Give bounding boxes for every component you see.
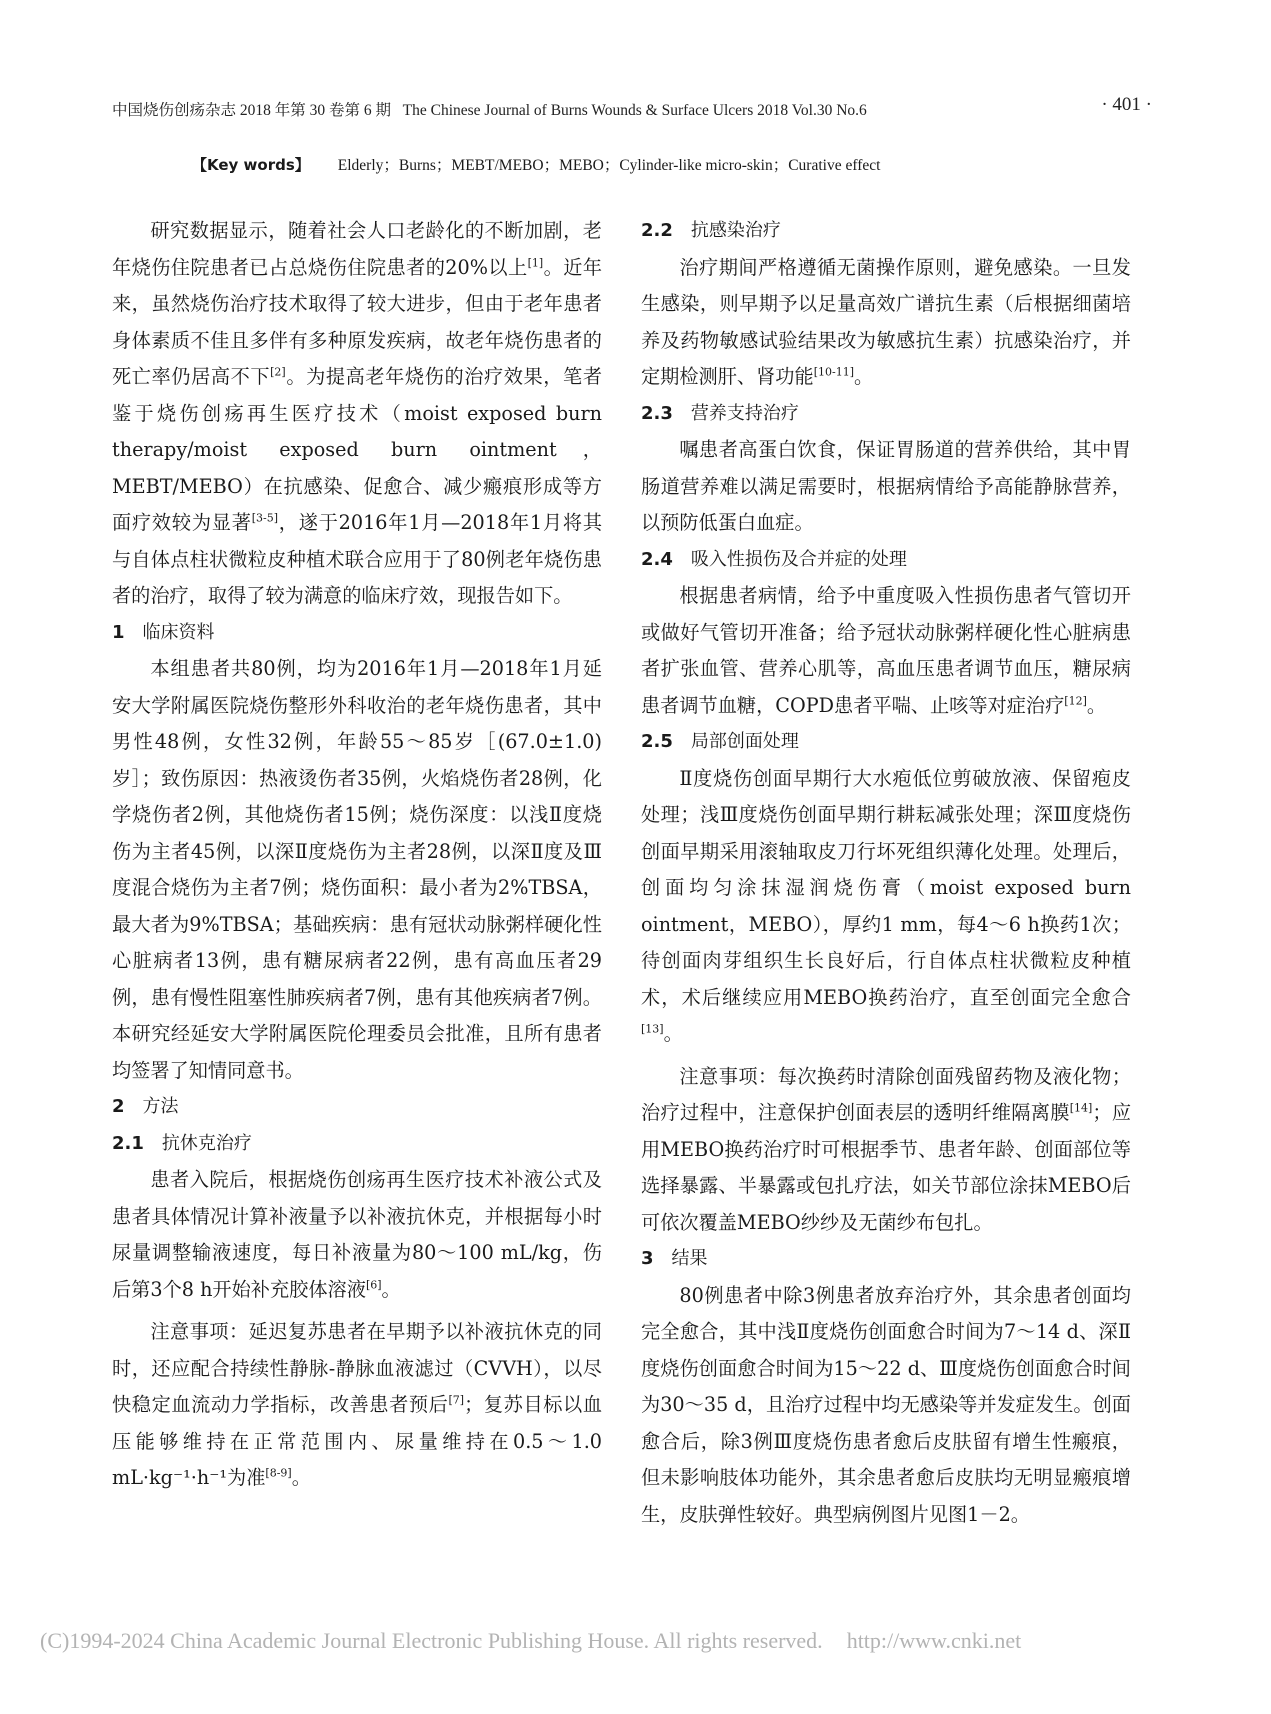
- citation-ref: [6]: [365, 1278, 382, 1292]
- body-text: 。: [663, 1022, 683, 1045]
- body-text: 。: [853, 365, 874, 388]
- cnki-url-link[interactable]: http://www.cnki.net: [846, 1628, 1022, 1653]
- section-title: 吸入性损伤及合并症的处理: [690, 548, 907, 570]
- keywords-text: Elderly；Burns；MEBT/MEBO；MEBO；Cylinder-like micro-skin；Curative effect: [337, 157, 881, 174]
- wound-care-paragraph: [641, 761, 1131, 1053]
- section-heading-2-1: [112, 1126, 602, 1163]
- section-heading-2-2: [641, 213, 1131, 250]
- journal-title-cn: 中国烧伤创疡杂志 2018 年第 30 卷第 6 期: [112, 102, 392, 119]
- body-text: 根据患者病情，给予中重度吸入性损伤患者气管切开或做好气管切开准备；给予冠状动脉粥样硬化性心脏病患者扩张血管、营养心肌等，高血压患者调节血压，糖尿病患者调节血糖，COPD患者平喘、止咳等对症治疗: [641, 584, 1131, 717]
- results-paragraph: 80例患者中除3例患者放弃治疗外，其余患者创面均完全愈合，其中浅Ⅱ度烧伤创面愈合时间为7～14 d、深Ⅱ度烧伤创面愈合时间为15～22 d、Ⅲ度烧伤创面愈合时间为30～35 d，且治疗过程中均无感染等并发症发生。创面愈合后，除3例Ⅲ度烧伤患者愈后皮肤留有增生性瘢痕，但未影响肢体功能外，其余患者愈后皮肤均无明显瘢痕增生，皮肤弹性较好。典型病例图片见图1－2。: [641, 1283, 1131, 1526]
- citation-ref: [2]: [270, 365, 286, 379]
- section-title: 营养支持治疗: [690, 402, 799, 424]
- left-column: [112, 213, 602, 1497]
- journal-title-en: The Chinese Journal of Burns Wounds & Surface Ulcers 2018 Vol.30 No.6: [402, 102, 867, 119]
- section-title: 抗休克治疗: [161, 1132, 252, 1154]
- citation-ref: [12]: [1064, 694, 1087, 708]
- section-number: 3: [641, 1248, 654, 1269]
- right-column: [641, 213, 1131, 1533]
- keywords-line: [192, 153, 1152, 175]
- body-text: ；复苏目标以血压能够维持在正常范围内、尿量维持在0.5～1.0 mL·kg⁻¹·h⁻¹为准: [112, 1393, 603, 1489]
- citation-ref: [14]: [1069, 1101, 1093, 1115]
- section-number: 2.5: [641, 731, 673, 752]
- inhalation-injury-paragraph: [641, 578, 1131, 724]
- clinical-data-paragraph: 本组患者共80例，均为2016年1月—2018年1月延安大学附属医院烧伤整形外科收治的老年烧伤患者，其中男性48例，女性32例，年龄55～85岁［(67.0±1.0)岁］；致伤原因：热液烫伤者35例，火焰烧伤者28例，化学烧伤者2例，其他烧伤者15例；烧伤深度：以浅Ⅱ度烧伤为主者45例，以深Ⅱ度烧伤为主者28例，以深Ⅱ度及Ⅲ度混合烧伤为主者7例；烧伤面积：最小者为2%TBSA，最大者为9%TBSA；基础疾病：患有冠状动脉粥样硬化性心脏病者13例，患有糖尿病者22例，患有高血压者29例，患有慢性阻塞性肺疾病者7例，患有其他疾病者7例。本研究经延安大学附属医院伦理委员会批准，且所有患者均签署了知情同意书。: [112, 657, 602, 1082]
- intro-text-4: ，遂于2016年1月—2018年1月将其与自体点柱状微粒皮种植术联合应用于了80例老年烧伤患者的治疗，取得了较为满意的临床疗效，现报告如下。: [112, 511, 603, 607]
- intro-text-3: 。为提高老年烧伤的治疗效果，笔者鉴于烧伤创疡再生医疗技术（moist exposed burn therapy/moist exposed burn ointment，MEBT/MEBO）在抗感染、促愈合、减少瘢痕形成等方面疗效较为显著: [112, 365, 603, 534]
- wound-care-notes-paragraph: [641, 1059, 1131, 1242]
- citation-ref: [8-9]: [265, 1466, 292, 1480]
- body-text: 患者入院后，根据烧伤创疡再生医疗技术补液公式及患者具体情况计算补液量予以补液抗休克，并根据每小时尿量调整输液速度，每日补液量为80～100 mL/kg，伤后第3个8 h开始补充胶体溶液: [112, 1168, 602, 1301]
- page-number: · 401 ·: [1101, 94, 1152, 115]
- intro-paragraph: [112, 213, 602, 615]
- body-text: 治疗期间严格遵循无菌操作原则，避免感染。一旦发生感染，则早期予以足量高效广谱抗生素（后根据细菌培养及药物敏感试验结果改为敏感抗生素）抗感染治疗，并定期检测肝、肾功能: [641, 255, 1131, 388]
- intro-text-1: 研究数据显示，随着社会人口老龄化的不断加剧，老年烧伤住院患者已占总烧伤住院患者的20%以上: [112, 219, 602, 279]
- section-number: 2.1: [112, 1132, 144, 1154]
- section-heading-2: [112, 1089, 602, 1126]
- body-text: Ⅱ度烧伤创面早期行大水疱低位剪破放液、保留疱皮处理；浅Ⅲ度烧伤创面早期行耕耘减张处理；深Ⅲ度烧伤创面早期采用滚轴取皮刀行坏死组织薄化处理。处理后，创面均匀涂抹湿润烧伤膏（moist exposed burn ointment，MEBO），厚约1 mm，每4～6 h换药1次；待创面肉芽组织生长良好后，行自体点柱状微粒皮种植术，术后继续应用MEBO换药治疗，直至创面完全愈合: [641, 766, 1131, 1009]
- body-text: 。: [1086, 693, 1107, 717]
- citation-ref: [3-5]: [251, 511, 279, 525]
- section-title: 方法: [142, 1096, 179, 1117]
- body-text: 注意事项：延迟复苏患者在早期予以补液抗休克的同时，还应配合持续性静脉-静脉血液滤过（CVVH），以尽快稳定血流动力学指标，改善患者预后: [112, 1320, 602, 1416]
- section-heading-1: [112, 615, 602, 652]
- section-number: 1: [112, 621, 125, 643]
- citation-ref: [7]: [448, 1393, 465, 1407]
- citation-ref: [10-11]: [813, 365, 854, 379]
- section-heading-3: [641, 1241, 1131, 1278]
- intro-text-2: 。近年来，虽然烧伤治疗技术取得了较大进步，但由于老年患者身体素质不佳且多伴有多种原发疾病，故老年烧伤患者的死亡率仍居高不下: [112, 255, 603, 388]
- anti-shock-paragraph: [112, 1162, 602, 1308]
- journal-citation: [112, 98, 867, 120]
- body-text: 。: [381, 1277, 401, 1301]
- copyright-footer: [40, 1628, 1021, 1654]
- section-title: 抗感染治疗: [690, 220, 781, 241]
- section-heading-2-5: [641, 724, 1131, 761]
- section-number: 2.2: [641, 220, 673, 241]
- body-text: 。: [291, 1466, 311, 1489]
- section-heading-2-4: [641, 542, 1131, 579]
- citation-ref: [1]: [527, 256, 544, 270]
- copyright-text: (C)1994-2024 China Academic Journal Electronic Publishing House. All rights reserved.: [40, 1628, 823, 1653]
- citation-ref: [13]: [641, 1022, 664, 1036]
- keywords-label: 【Key words】: [192, 156, 310, 174]
- section-title: 局部创面处理: [690, 731, 799, 752]
- nutrition-paragraph: 嘱患者高蛋白饮食，保证胃肠道的营养供给，其中胃肠道营养难以满足需要时，根据病情给予高能静脉营养，以预防低蛋白血症。: [641, 438, 1131, 534]
- anti-infection-paragraph: [641, 250, 1131, 396]
- body-text: ；应用MEBO换药治疗时可根据季节、患者年龄、创面部位等选择暴露、半暴露或包扎疗法，如关节部位涂抹MEBO后可依次覆盖MEBO纱纱及无菌纱布包扎。: [641, 1101, 1132, 1234]
- body-text: 注意事项：每次换药时清除创面残留药物及液化物；治疗过程中，注意保护创面表层的透明纤维隔离膜: [641, 1064, 1131, 1124]
- section-heading-2-3: [641, 396, 1131, 433]
- section-number: 2.3: [641, 402, 673, 424]
- section-number: 2.4: [641, 548, 673, 570]
- section-title: 结果: [671, 1248, 708, 1269]
- anti-shock-notes-paragraph: [112, 1314, 602, 1497]
- section-title: 临床资料: [142, 621, 215, 643]
- section-number: 2: [112, 1096, 125, 1117]
